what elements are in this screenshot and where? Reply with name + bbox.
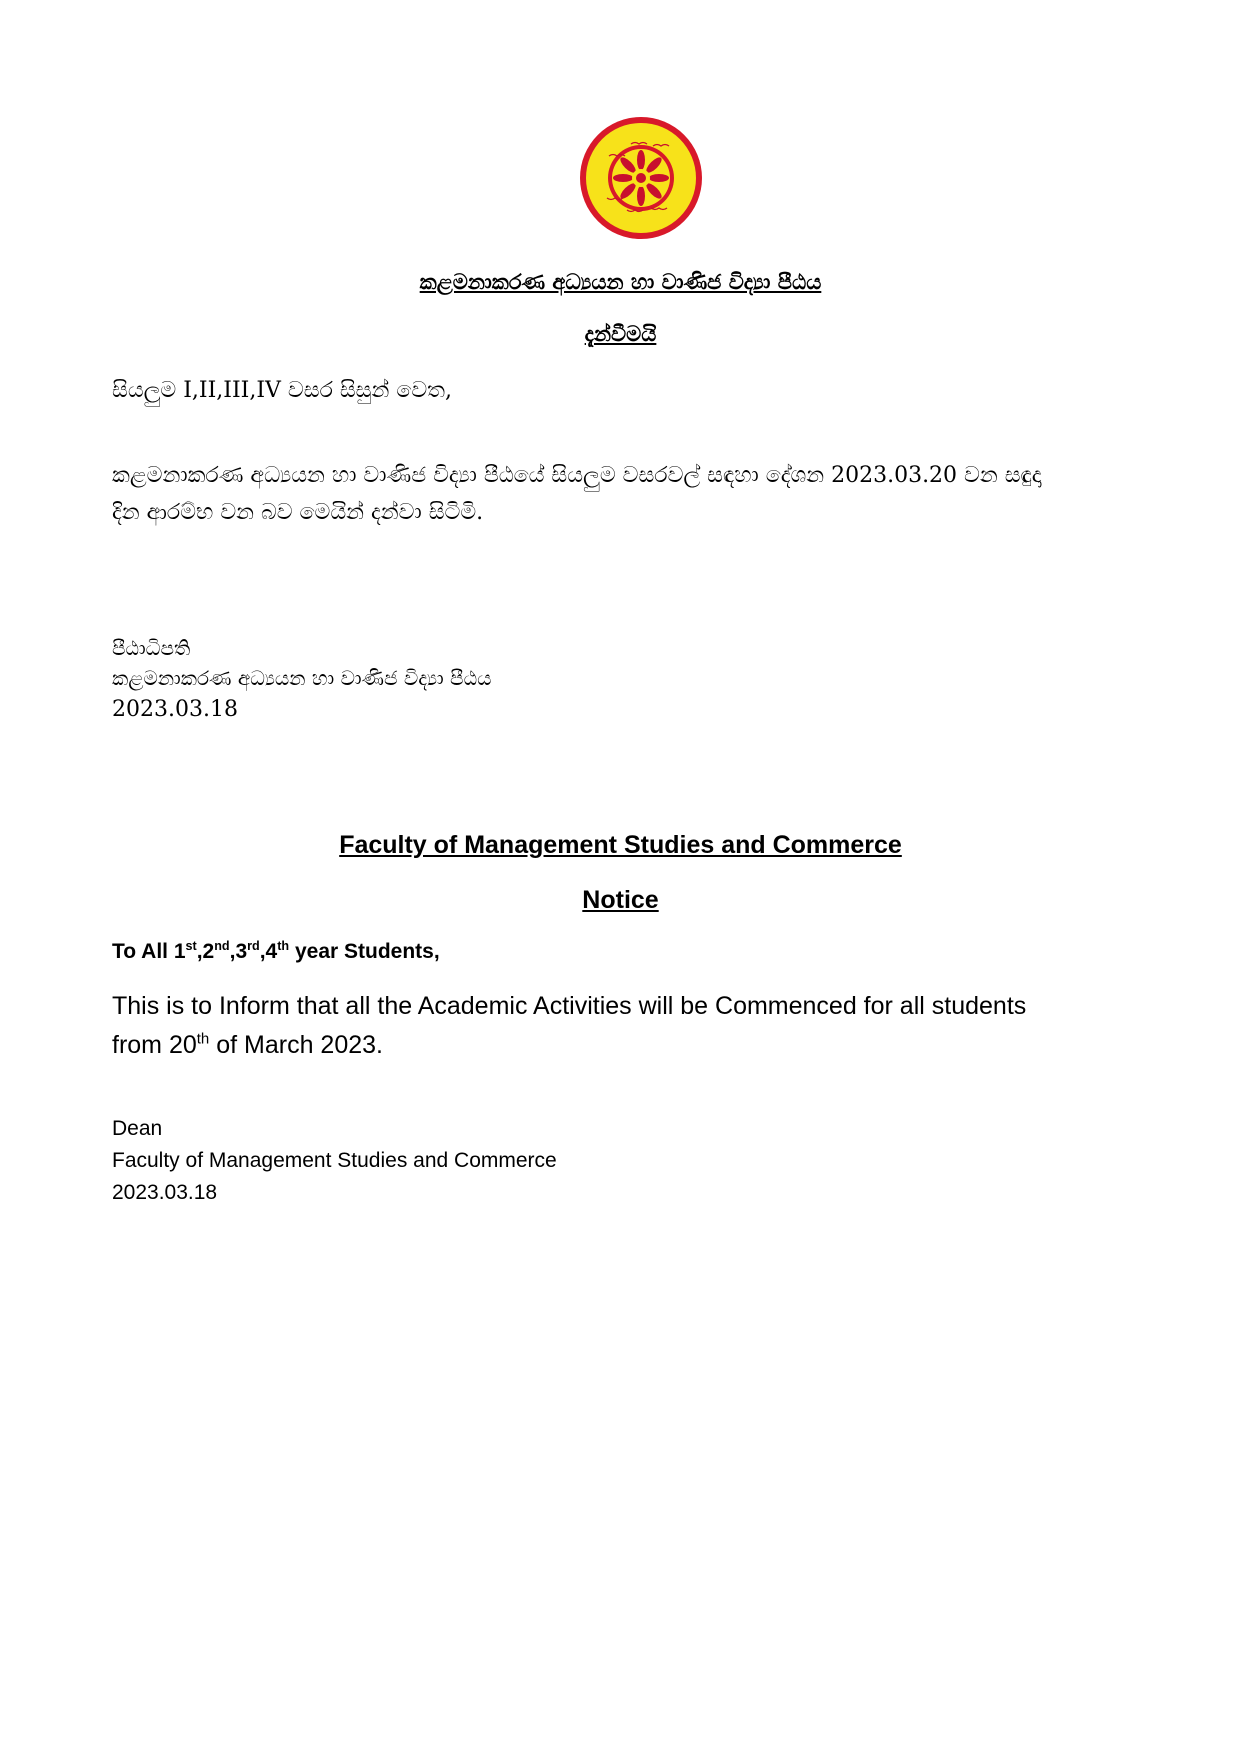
english-greeting: To All 1st,2nd,3rd,4th year Students,: [112, 939, 440, 963]
english-body-line-1: This is to Inform that all the Academic Activities will be Commenced for all students: [112, 992, 1027, 1020]
english-date: 2023.03.18: [112, 1181, 218, 1204]
english-body-line-2: from 20th of March 2023.: [112, 1030, 383, 1059]
sinhala-signatory-faculty: කළමනාකරණ අධ්‍යයන හා වාණිජ විද්‍යා පීඨය: [112, 666, 492, 690]
sinhala-faculty-heading: කළමනාකරණ අධ්‍යයන හා වාණිජ විද්‍යා පීඨය: [419, 270, 822, 294]
sinhala-signatory-title: පීඨාධිපති: [112, 636, 191, 660]
sinhala-greeting: සියලුම I,II,III,IV වසර සිසුන් වෙත,: [112, 378, 452, 403]
sinhala-body-line-1: කළමනාකරණ අධ්‍යයන හා වාණිජ විද්‍යා පීඨයේ සියලුම වසරවල් සඳහා දේශන 2023.03.20 වන සඳුදා: [112, 463, 1042, 488]
english-faculty-heading: Faculty of Management Studies and Commerce: [339, 831, 902, 859]
english-notice-heading: Notice: [582, 886, 659, 914]
sinhala-body-line-2: දින ආරම්භ වන බව මෙයින් දන්වා සිටිමි.: [112, 500, 484, 525]
sinhala-signature-block: [112, 633, 492, 726]
english-signatory-title: Dean: [112, 1117, 163, 1140]
english-signatory-faculty: Faculty of Management Studies and Commerce: [112, 1149, 557, 1172]
sinhala-date: 2023.03.18: [112, 697, 238, 722]
sinhala-notice-heading: දැන්වීමයි: [584, 322, 657, 346]
english-signature-block: [112, 1113, 557, 1209]
university-seal-icon: [579, 116, 703, 240]
